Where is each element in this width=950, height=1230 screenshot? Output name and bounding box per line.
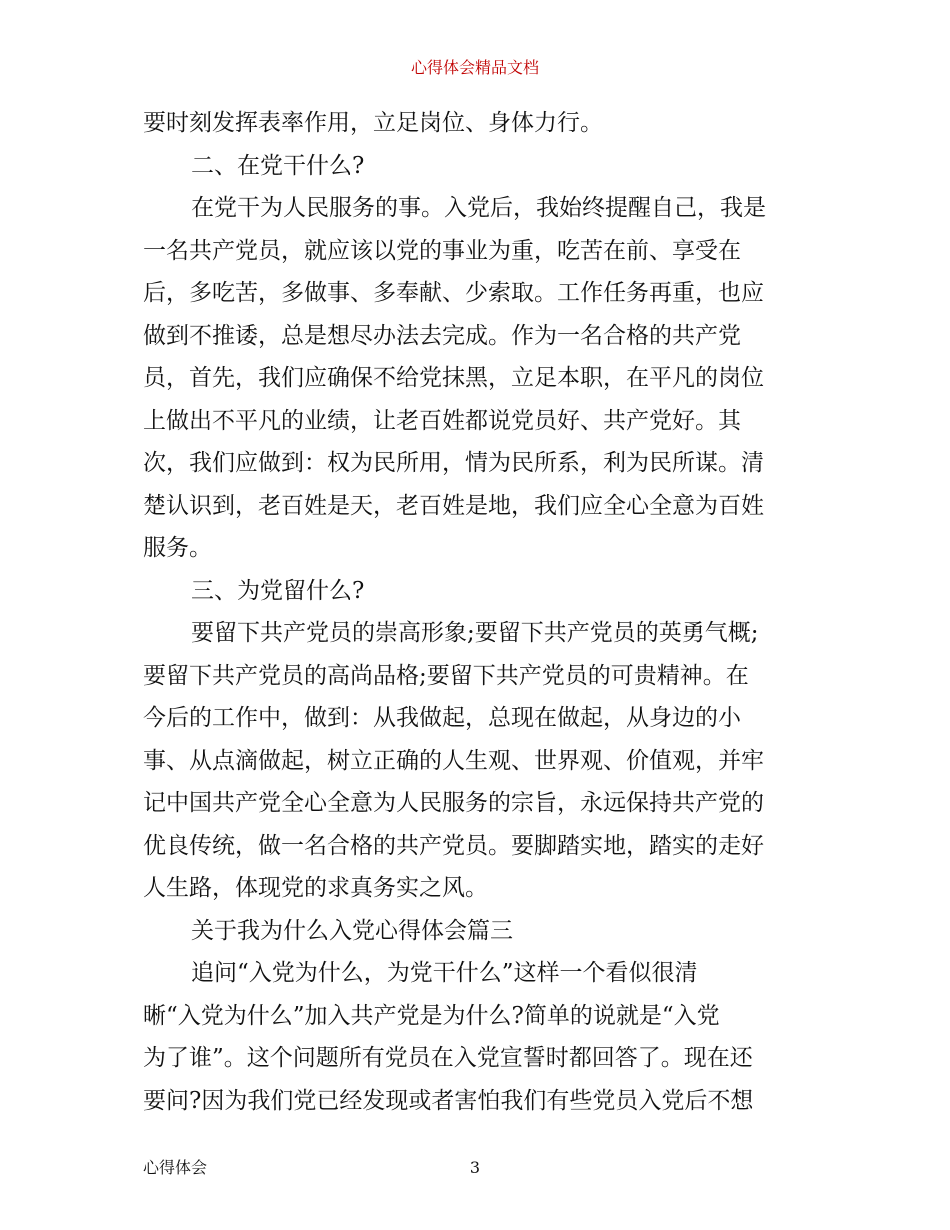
text-line: 今后的工作中，做到：从我做起，总现在做起，从身边的小 <box>143 705 741 731</box>
text-line: 做到不推诿，总是想尽办法去完成。作为一名合格的共产党 <box>143 322 741 349</box>
text-line: 要留下共产党员的高尚品格;要留下共产党员的可贵精神。在 <box>143 662 749 689</box>
document-body <box>143 102 818 1122</box>
text-line: 关于我为什么入党心得体会篇三 <box>191 917 513 944</box>
text-line: 楚认识到，老百姓是天，老百姓是地，我们应全心全意为百姓 <box>143 492 764 519</box>
text-line: 二、在党干什么? <box>191 152 365 179</box>
text-line: 服务。 <box>143 535 212 561</box>
text-line: 追问“入党为什么，为党干什么”这样一个看似很清 <box>191 960 698 986</box>
text-line: 人生路，体现党的求真务实之风。 <box>143 875 488 901</box>
text-line: 优良传统，做一名合格的共产党员。要脚踏实地，踏实的走好 <box>143 832 764 859</box>
text-line: 记中国共产党全心全意为人民服务的宗旨，永远保持共产党的 <box>143 790 764 816</box>
text-line: 次，我们应做到：权为民所用，情为民所系，利为民所谋。清 <box>143 450 764 476</box>
text-line: 员，首先，我们应确保不给党抹黑，立足本职，在平凡的岗位 <box>143 365 764 391</box>
text-line: 为了谁”。这个问题所有党员在入党宣誓时都回答了。现在还 <box>143 1045 753 1071</box>
text-line: 三、为党留什么? <box>191 577 365 604</box>
text-line: 要留下共产党员的崇高形象;要留下共产党员的英勇气概; <box>191 620 759 646</box>
text-line: 要时刻发挥表率作用，立足岗位、身体力行。 <box>143 110 603 136</box>
text-line: 要问?因为我们党已经发现或者害怕我们有些党员入党后不想 <box>143 1087 754 1114</box>
text-line: 在党干为人民服务的事。入党后，我始终提醒自己，我是 <box>191 195 766 221</box>
page-footer-label: 心得体会 <box>143 1158 208 1177</box>
text-line: 晰“入党为什么”加入共产党是为什么?简单的说就是“入党 <box>143 1002 720 1029</box>
text-line: 一名共产党员，就应该以党的事业为重，吃苦在前、享受在 <box>143 237 741 264</box>
page-header-title: 心得体会精品文档 <box>410 58 539 77</box>
text-line: 事、从点滴做起，树立正确的人生观、世界观、价值观，并牢 <box>143 747 764 774</box>
page-number: 3 <box>469 1158 481 1177</box>
text-line: 上做出不平凡的业绩，让老百姓都说党员好、共产党好。其 <box>143 407 741 434</box>
text-line: 后，多吃苦，多做事、多奉献、少索取。工作任务再重，也应 <box>143 280 764 306</box>
